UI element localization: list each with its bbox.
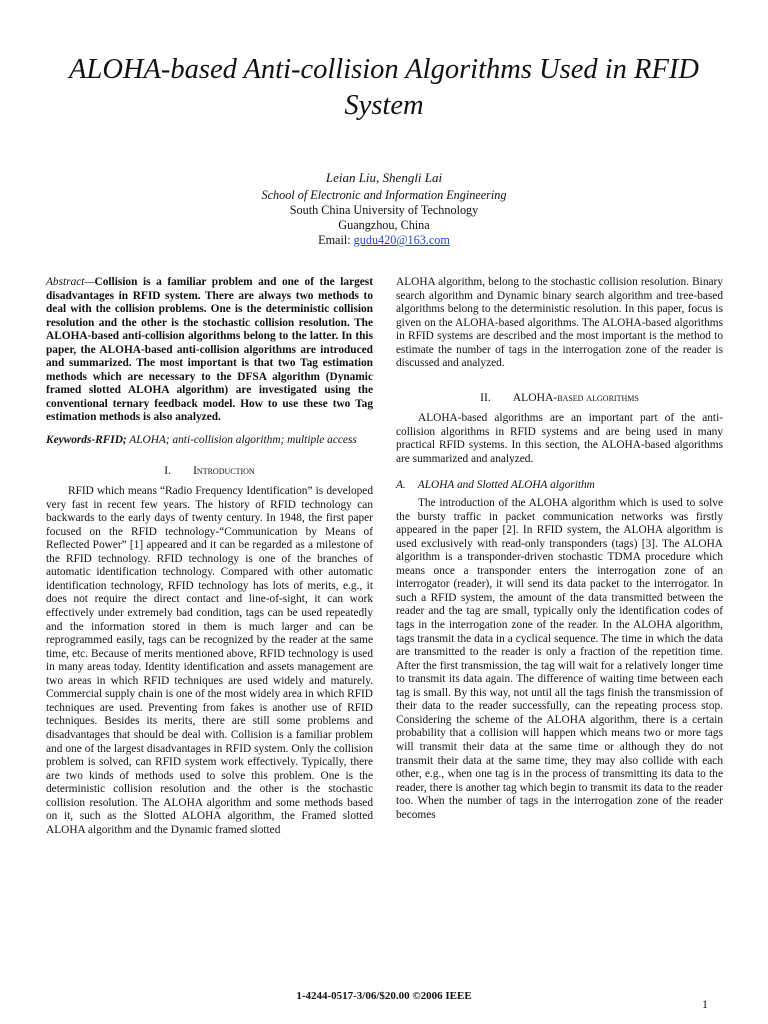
section-heading-aloha: [396, 391, 723, 405]
subsection-a-paragraph: The introduction of the ALOHA algorithm which is used to solve the bursty traffic in packet communication networks was firstly appeared in the paper [2]. In RFID system, the ALOHA algorithm is used exclusively with read-only transponders (tags) [3]. The ALOHA algorithm is a transponder-driven stochastic TDMA procedure which means once a transponder enters the interrogation zone of an interrogator (reader), it will send its data packet to the interrogator. In such a RFID system, the amount of the data transmitted between the reader and the tag are small, typically only the identification codes of tags in the interrogation zone of the reader. In the ALOHA algorithm, tags transmit the data in a cyclical sequence. The time in which the data are transmitted to the reader is only a fraction of the repetition time. After the first transmission, the tag will wait for a relatively longer time to transmit its data again. The difference of waiting time between each tag is small. By this way, not until all the tags finish the transmission of their data to the reader successfully, can the repeating process stop. Considering the scheme of the ALOHA algorithm, there is a certain probability that a collision will happen which means two or more tags will transmit their data at the same time or although they do not transmit their data at the same time, they may also collide with each other, e.g., when one tag is in the process of transmitting its data to the reader, there is another tag which begin to transmit its data to the reader too. When the number of tags in the interrogation zone of the reader becomes: [396, 497, 723, 821]
abstract-text: Collision is a familiar problem and one of the largest disadvantages in RFID system. There are always two methods to deal with the collision problems. One is the deterministic collision resolution and the other is the stochastic collision resolution. The ALOHA-based anti-collision algorithms belong to the latter. In this paper, the ALOHA-based anti-collision algorithms are introduced and summarized. The most important is that two Tag estimation methods which are necessary to the DFSA algorithm (Dynamic framed slotted ALOHA algorithm) are investigated using the conventional ternary feedback model. How to use these two Tag estimation methods is also analyzed.: [46, 276, 373, 424]
abstract-label: Abstract—: [46, 276, 95, 288]
intro-paragraph-continued: ALOHA algorithm, belong to the stochastic collision resolution. Binary search algorithm and Dynamic binary search algorithm and tree-based algorithms belong to the deterministic resolution. In this paper, focus is given on the ALOHA-based algorithms. The ALOHA-based algorithms in RFID systems are described and the most important is the method to estimate the number of tags in the interrogation zone of the reader is discussed and analyzed.: [396, 276, 723, 370]
email-label: Email:: [318, 233, 354, 247]
email-link[interactable]: gudu420@163.com: [353, 233, 450, 247]
section-heading-introduction: [46, 464, 373, 478]
right-column: [396, 276, 723, 822]
keywords: [46, 434, 373, 448]
keywords-label: Keywords-RFID;: [46, 434, 127, 447]
affiliation-school: School of Electronic and Information Engineering: [261, 188, 507, 202]
left-column: [46, 276, 373, 837]
intro-paragraph: RFID which means “Radio Frequency Identification” is developed very fast in recent few years. The history of RFID technology can backwards to the early days of twenty century. In 1948, the first paper focused on the RFID technology-“Communication by Means of Reflected Power” [1] appeared and it can be regarded as a milestone of the RFID technology. RFID technology is one of the branches of automatic identification technology. Compared with other automatic identification technology, RFID technology has lots of merits, e.g., it does not require the direct contact and line-of-sight, it can work effectively under extremely bad condition, tags can be used repeatedly and the information stored in them is much larger and can be reprogrammed easily, tags can be recognized by the reader at the same time, etc. Because of merits mentioned above, RFID technology is used in many areas today. Identity identification and assets management are two areas in which RFID techniques are used widely and maturely. Commercial supply chain is one of the most widely area in which RFID techniques are used. Preventing from fakes is another use of RFID techniques. Besides its merits, there are still some problems and disadvantages that should be deal with. Collision is a familiar problem and one of the largest disadvantages in RFID system. Only the collision problem is solved, can RFID system work effectively. Typically, there are two kinds of methods used to solve this problem. One is the deterministic collision resolution and the other is the stochastic collision resolution. The ALOHA algorithm and some methods based on it, such as the Slotted ALOHA algorithm, the Framed slotted ALOHA algorithm and the Dynamic framed slotted: [46, 485, 373, 836]
affiliation-email-line: [60, 233, 708, 248]
affiliation-university: South China University of Technology: [289, 203, 479, 217]
subsection-a-number: A.: [396, 478, 406, 491]
abstract: [46, 276, 373, 425]
paper-title: ALOHA-based Anti-collision Algorithms Used in RFID System: [69, 54, 699, 121]
copyright-footer: 1-4244-0517-3/06/$20.00 ©2006 IEEE: [296, 990, 472, 1002]
section-2-title: ALOHA-based algorithms: [512, 390, 639, 404]
affiliation-city: Guangzhou, China: [338, 218, 430, 232]
authors: Leian Liu, Shengli Lai: [325, 170, 443, 185]
subsection-a-title: ALOHA and Slotted ALOHA algorithm: [417, 478, 595, 491]
section-1-number: I.: [164, 463, 172, 477]
section-2-number: II.: [480, 390, 491, 404]
page-number: 1: [702, 997, 708, 1011]
affiliation: [60, 188, 708, 248]
subsection-heading-a: [396, 479, 723, 493]
section-1-title: Introduction: [193, 463, 255, 477]
keywords-text: ALOHA; anti-collision algorithm; multiple access: [126, 434, 357, 447]
section-2-paragraph: ALOHA-based algorithms are an important part of the anti-collision algorithms in RFID systems and are being used in many practical RFID systems. In this section, the ALOHA-based algorithms are summarized and analyzed.: [396, 412, 723, 466]
